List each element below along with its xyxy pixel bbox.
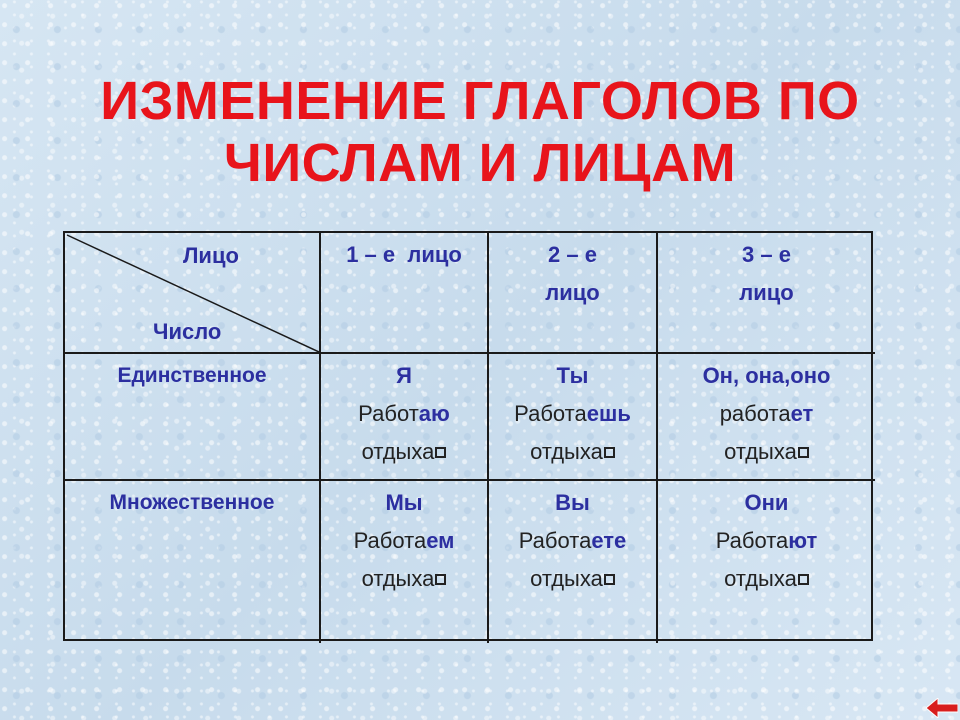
verb-stem: Работа: [514, 401, 587, 426]
verb-work: [658, 395, 875, 433]
title-line-1: ИЗМЕНЕНИЕ ГЛАГОЛОВ ПО: [100, 71, 860, 131]
verb-ending: ете: [591, 528, 627, 553]
pronoun: Ты: [556, 363, 589, 388]
table-cell: [489, 481, 658, 643]
header-second-person: [489, 233, 658, 354]
header-label: 2 – е: [548, 242, 597, 267]
missing-glyph-box-icon: [435, 447, 446, 458]
header-label: лицо: [739, 280, 794, 305]
verb-stem: Работа: [518, 528, 592, 553]
table-cell: [658, 481, 875, 643]
verb-work: [489, 395, 656, 433]
verb-ending: ет: [790, 401, 814, 426]
missing-glyph-box-icon: [798, 447, 809, 458]
pronoun: Вы: [555, 490, 590, 515]
conjugation-table: [63, 231, 873, 641]
table-cell: [321, 354, 489, 481]
header-third-person: [658, 233, 875, 354]
header-label: 1 – е лицо: [346, 242, 462, 267]
verb-stem: отдыха: [361, 439, 435, 464]
header-first-person: [321, 233, 489, 354]
verb-work: [321, 395, 487, 433]
table-cell: [489, 354, 658, 481]
verb-rest: [489, 560, 656, 598]
missing-glyph-box-icon: [798, 574, 809, 585]
verb-ending: ют: [788, 528, 818, 553]
verb-work: [321, 522, 487, 560]
missing-glyph-box-icon: [435, 574, 446, 585]
verb-stem: отдыха: [724, 566, 797, 591]
verb-stem: отдыха: [530, 566, 603, 591]
back-arrow-icon[interactable]: [926, 698, 958, 718]
verb-stem: работа: [719, 401, 791, 426]
title-line-2: ЧИСЛАМ И ЛИЦАМ: [223, 133, 737, 193]
verb-work: [489, 522, 656, 560]
pronoun: Мы: [385, 490, 423, 515]
table-cell: [658, 354, 875, 481]
row-label-singular: Единственное: [65, 354, 321, 481]
verb-stem: отдыха: [361, 566, 435, 591]
corner-number-label: Число: [153, 319, 222, 344]
header-label: лицо: [545, 280, 600, 305]
pronoun: Я: [396, 363, 412, 388]
corner-person-label: Лицо: [183, 243, 239, 268]
verb-stem: Работа: [715, 528, 789, 553]
verb-stem: Работ: [358, 401, 419, 426]
verb-stem: отдыха: [530, 439, 603, 464]
verb-ending: аю: [418, 401, 450, 426]
verb-rest: [658, 433, 875, 471]
verb-rest: [321, 560, 487, 598]
missing-glyph-box-icon: [604, 574, 615, 585]
row-label-plural: Множественное: [65, 481, 321, 643]
pronoun: Он, она,оно: [702, 363, 831, 388]
verb-rest: [658, 560, 875, 598]
verb-stem: Работа: [353, 528, 427, 553]
table-cell: [321, 481, 489, 643]
verb-rest: [489, 433, 656, 471]
verb-ending: ем: [426, 528, 455, 553]
table-corner-cell: [65, 233, 321, 354]
missing-glyph-box-icon: [604, 447, 615, 458]
pronoun: Они: [744, 490, 789, 515]
slide-title: [0, 70, 960, 194]
header-label: 3 – е: [742, 242, 791, 267]
verb-ending: ешь: [586, 401, 631, 426]
verb-stem: отдыха: [724, 439, 797, 464]
verb-rest: [321, 433, 487, 471]
verb-work: [658, 522, 875, 560]
